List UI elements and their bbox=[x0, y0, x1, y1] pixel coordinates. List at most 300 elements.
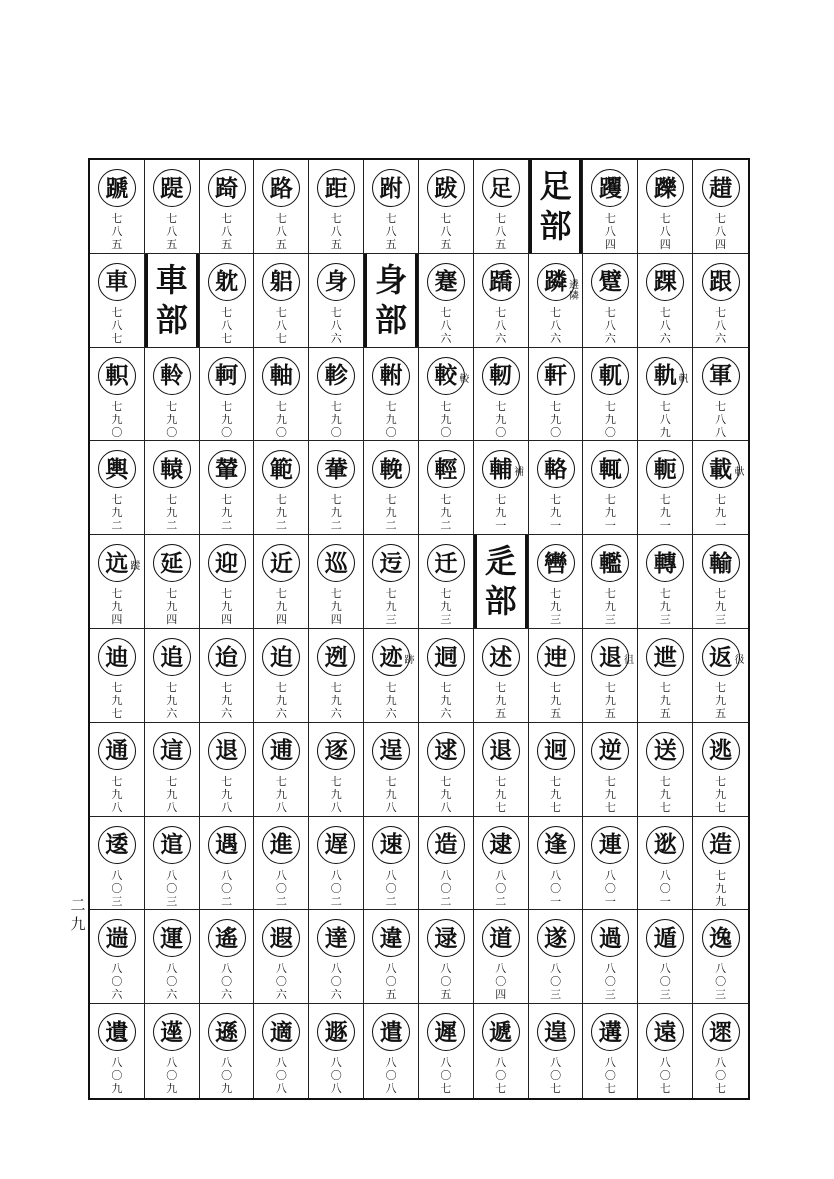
index-entry-cell bbox=[254, 441, 309, 535]
circled-character: 逢 bbox=[537, 826, 575, 864]
circled-character: 軍 bbox=[702, 357, 740, 395]
section-header: 車部 bbox=[155, 260, 188, 339]
circled-character: 範 bbox=[262, 450, 300, 488]
section-header: 身部 bbox=[375, 260, 408, 339]
circled-character: 迨 bbox=[208, 638, 246, 676]
circled-character: 迃 bbox=[372, 544, 410, 582]
page-reference: 八〇三 bbox=[111, 868, 123, 908]
page-reference: 七八六 bbox=[330, 305, 342, 345]
variant-note: 較 bbox=[459, 373, 470, 385]
page-reference: 七八四 bbox=[715, 212, 727, 251]
circled-character: 軒 bbox=[537, 357, 575, 395]
circled-character: 車 bbox=[98, 263, 136, 301]
index-entry-cell bbox=[309, 1004, 364, 1098]
index-entry-cell bbox=[474, 441, 529, 535]
circled-character: 遠 bbox=[646, 1013, 684, 1051]
circled-character: 迧 bbox=[537, 638, 575, 676]
index-entry-cell bbox=[693, 910, 748, 1004]
index-entry-cell bbox=[364, 629, 419, 723]
index-entry-cell bbox=[200, 535, 255, 629]
page-reference: 七九〇 bbox=[604, 399, 616, 439]
page-reference: 八〇二 bbox=[495, 868, 507, 908]
circled-character: 迪 bbox=[98, 638, 136, 676]
page-reference: 七九八 bbox=[111, 774, 123, 814]
circled-character: 遘 bbox=[591, 1013, 629, 1051]
index-entry-cell bbox=[583, 348, 638, 442]
page-reference: 七九八 bbox=[440, 774, 452, 814]
index-entry-cell bbox=[638, 348, 693, 442]
circled-character: 迹 bbox=[372, 638, 410, 676]
index-entry-cell bbox=[419, 160, 474, 254]
index-entry-cell bbox=[200, 1004, 255, 1098]
index-entry-cell bbox=[200, 910, 255, 1004]
page-reference: 七九四 bbox=[111, 587, 123, 627]
page-reference: 七九一 bbox=[715, 493, 727, 533]
circled-character: 輅 bbox=[537, 450, 575, 488]
index-entry-cell bbox=[90, 1004, 145, 1098]
circled-character: 逑 bbox=[427, 732, 465, 770]
circled-character: 近 bbox=[262, 544, 300, 582]
index-entry-cell bbox=[638, 254, 693, 348]
circled-character: 蹸 bbox=[537, 263, 575, 301]
circled-character: 足 bbox=[482, 169, 520, 207]
variant-note: 徂 bbox=[623, 655, 634, 666]
index-entry-cell bbox=[200, 629, 255, 723]
page-reference: 八〇六 bbox=[330, 962, 342, 1002]
index-entry-cell bbox=[309, 723, 364, 817]
page-reference: 八〇五 bbox=[440, 962, 452, 1002]
index-entry-cell bbox=[90, 441, 145, 535]
index-entry-cell bbox=[145, 723, 200, 817]
index-entry-cell bbox=[364, 441, 419, 535]
index-entry-cell bbox=[90, 160, 145, 254]
index-entry-cell bbox=[364, 817, 419, 911]
circled-character: 運 bbox=[153, 919, 191, 957]
page-reference: 七八四 bbox=[604, 212, 616, 251]
page-reference: 八〇三 bbox=[715, 962, 727, 1002]
index-entry-cell bbox=[529, 254, 584, 348]
circled-character: 踦 bbox=[208, 169, 246, 207]
circled-character: 達 bbox=[317, 919, 355, 957]
circled-character: 逯 bbox=[427, 919, 465, 957]
page-reference: 七九五 bbox=[495, 681, 507, 720]
circled-character: 遙 bbox=[208, 919, 246, 957]
circled-character: 適 bbox=[262, 1013, 300, 1051]
circled-character: 輸 bbox=[702, 544, 740, 582]
page-reference: 七九二 bbox=[385, 493, 397, 533]
index-entry-cell bbox=[419, 817, 474, 911]
page-reference: 七九二 bbox=[111, 493, 123, 533]
page-reference: 七九〇 bbox=[385, 399, 397, 439]
index-entry-cell bbox=[419, 629, 474, 723]
page-reference: 八〇六 bbox=[275, 962, 287, 1002]
index-entry-cell bbox=[145, 910, 200, 1004]
page-reference: 七八五 bbox=[275, 212, 287, 251]
circled-character: 遝 bbox=[702, 1013, 740, 1051]
circled-character: 遑 bbox=[537, 1013, 575, 1051]
index-entry-cell bbox=[309, 629, 364, 723]
section-header: 辵部 bbox=[484, 542, 517, 621]
page-reference: 七九四 bbox=[166, 587, 178, 627]
circled-character: 迥 bbox=[537, 732, 575, 770]
index-entry-cell bbox=[529, 629, 584, 723]
circled-character: 跋 bbox=[427, 169, 465, 207]
circled-character: 軔 bbox=[482, 357, 520, 395]
page-reference: 七八七 bbox=[275, 305, 287, 345]
page-reference: 七九一 bbox=[659, 493, 671, 533]
page-reference: 八〇三 bbox=[550, 962, 562, 1002]
circled-character: 載 bbox=[702, 450, 740, 488]
page-number: 二九 bbox=[70, 896, 86, 933]
page-reference: 七八六 bbox=[715, 305, 727, 345]
index-entry-cell bbox=[583, 254, 638, 348]
index-entry-cell bbox=[638, 629, 693, 723]
circled-character: 退 bbox=[208, 732, 246, 770]
page-reference: 八〇二 bbox=[385, 868, 397, 908]
circled-character: 逋 bbox=[262, 732, 300, 770]
index-entry-cell bbox=[254, 817, 309, 911]
circled-character: 送 bbox=[646, 732, 684, 770]
index-entry-cell bbox=[529, 1004, 584, 1098]
page-reference: 七九〇 bbox=[550, 399, 562, 439]
circled-character: 遣 bbox=[372, 1013, 410, 1051]
page-reference: 七九四 bbox=[275, 587, 287, 627]
circled-character: 蹻 bbox=[482, 263, 520, 301]
page-reference: 七八五 bbox=[166, 212, 178, 251]
index-entry-cell bbox=[254, 254, 309, 348]
index-entry-cell bbox=[364, 160, 419, 254]
circled-character: 這 bbox=[153, 732, 191, 770]
index-entry-cell bbox=[309, 817, 364, 911]
index-entry-cell bbox=[90, 817, 145, 911]
circled-character: 追 bbox=[153, 638, 191, 676]
index-entry-cell bbox=[474, 254, 529, 348]
section-header-cell bbox=[145, 254, 200, 348]
circled-character: 巡 bbox=[317, 544, 355, 582]
index-entry-cell bbox=[693, 160, 748, 254]
circled-character: 遄 bbox=[98, 919, 136, 957]
index-entry-cell bbox=[529, 348, 584, 442]
circled-character: 軛 bbox=[646, 450, 684, 488]
index-entry-cell bbox=[145, 817, 200, 911]
index-entry-cell bbox=[254, 160, 309, 254]
page-reference: 七九五 bbox=[715, 681, 727, 720]
index-entry-cell bbox=[529, 441, 584, 535]
circled-character: 迾 bbox=[317, 638, 355, 676]
index-entry-cell bbox=[638, 723, 693, 817]
index-entry-cell bbox=[583, 160, 638, 254]
page-reference: 七九三 bbox=[659, 587, 671, 627]
circled-character: 過 bbox=[591, 919, 629, 957]
index-entry-cell bbox=[474, 348, 529, 442]
page-reference: 八〇一 bbox=[659, 868, 671, 908]
circled-character: 退 bbox=[591, 638, 629, 676]
page-reference: 七九九 bbox=[715, 868, 727, 908]
circled-character: 逐 bbox=[317, 732, 355, 770]
circled-character: 軻 bbox=[208, 357, 246, 395]
index-entry-cell bbox=[200, 348, 255, 442]
index-entry-cell bbox=[309, 535, 364, 629]
page-reference: 七八五 bbox=[330, 212, 342, 251]
page-reference: 七九二 bbox=[275, 493, 287, 533]
index-entry-cell bbox=[364, 910, 419, 1004]
index-entry-cell bbox=[200, 441, 255, 535]
index-entry-cell bbox=[638, 535, 693, 629]
page-reference: 八〇二 bbox=[330, 868, 342, 908]
circled-character: 轡 bbox=[537, 544, 575, 582]
circled-character: 軨 bbox=[153, 357, 191, 395]
page-reference: 八〇八 bbox=[330, 1056, 342, 1096]
circled-character: 遐 bbox=[262, 919, 300, 957]
page-reference: 七九一 bbox=[550, 493, 562, 533]
page-reference: 七八七 bbox=[111, 305, 123, 345]
index-entry-cell bbox=[693, 629, 748, 723]
page-reference: 八〇九 bbox=[166, 1056, 178, 1096]
circled-character: 軸 bbox=[262, 357, 300, 395]
circled-character: 退 bbox=[482, 732, 520, 770]
index-entry-cell bbox=[254, 348, 309, 442]
circled-character: 蹏 bbox=[98, 169, 136, 207]
page-reference: 七八五 bbox=[221, 212, 233, 251]
page-reference: 七八五 bbox=[440, 212, 452, 251]
page-reference: 八〇二 bbox=[440, 868, 452, 908]
variant-note: 補 bbox=[514, 467, 525, 479]
circled-character: 輕 bbox=[427, 450, 465, 488]
page-reference: 八〇七 bbox=[604, 1056, 616, 1096]
page-reference: 七九三 bbox=[550, 587, 562, 627]
page-reference: 七九〇 bbox=[275, 399, 287, 439]
page-reference: 七九七 bbox=[604, 774, 616, 814]
page-reference: 七九一 bbox=[604, 493, 616, 533]
circled-character: 迫 bbox=[262, 638, 300, 676]
circled-character: 遯 bbox=[317, 1013, 355, 1051]
page-reference: 七九八 bbox=[275, 774, 287, 814]
page-reference: 七九六 bbox=[166, 681, 178, 720]
index-entry-cell bbox=[200, 817, 255, 911]
character-index-table bbox=[88, 158, 750, 1100]
page-reference: 八〇五 bbox=[385, 962, 397, 1002]
page-reference: 七九六 bbox=[221, 681, 233, 720]
page-reference: 八〇六 bbox=[111, 962, 123, 1002]
page-reference: 七八六 bbox=[604, 305, 616, 345]
circled-character: 道 bbox=[482, 919, 520, 957]
page-reference: 八〇九 bbox=[221, 1056, 233, 1096]
page-reference: 七九〇 bbox=[495, 399, 507, 439]
circled-character: 軏 bbox=[591, 357, 629, 395]
circled-character: 造 bbox=[702, 826, 740, 864]
circled-character: 輂 bbox=[317, 450, 355, 488]
variant-note: 軓 bbox=[678, 373, 689, 385]
section-header-cell bbox=[474, 535, 529, 629]
index-entry-cell bbox=[638, 441, 693, 535]
page-reference: 七八八 bbox=[715, 399, 727, 439]
circled-character: 迒 bbox=[98, 544, 136, 582]
index-entry-cell bbox=[474, 629, 529, 723]
circled-character: 速 bbox=[372, 826, 410, 864]
page-reference: 七八六 bbox=[659, 305, 671, 345]
index-entry-cell bbox=[145, 535, 200, 629]
index-entry-cell bbox=[309, 910, 364, 1004]
page-reference: 七九七 bbox=[495, 774, 507, 814]
circled-character: 逸 bbox=[702, 919, 740, 957]
page-reference: 八〇一 bbox=[604, 868, 616, 908]
index-entry-cell bbox=[583, 441, 638, 535]
page-reference: 七九七 bbox=[550, 774, 562, 814]
index-entry-cell bbox=[254, 910, 309, 1004]
circled-character: 迁 bbox=[427, 544, 465, 582]
index-entry-cell bbox=[145, 348, 200, 442]
circled-character: 軫 bbox=[317, 357, 355, 395]
circled-character: 遇 bbox=[208, 826, 246, 864]
page-reference: 七八四 bbox=[659, 212, 671, 251]
circled-character: 遞 bbox=[482, 1013, 520, 1051]
page-reference: 七九四 bbox=[221, 587, 233, 627]
index-entry-cell bbox=[693, 535, 748, 629]
index-entry-cell bbox=[309, 160, 364, 254]
page-reference: 七九六 bbox=[330, 681, 342, 720]
circled-character: 趞 bbox=[702, 169, 740, 207]
circled-character: 軵 bbox=[372, 357, 410, 395]
page-reference: 八〇三 bbox=[604, 962, 616, 1002]
circled-character: 進 bbox=[262, 826, 300, 864]
index-entry-cell bbox=[529, 535, 584, 629]
page-reference: 八〇四 bbox=[495, 962, 507, 1002]
index-entry-cell bbox=[254, 535, 309, 629]
page-reference: 八〇三 bbox=[659, 962, 671, 1002]
index-entry-cell bbox=[145, 160, 200, 254]
index-entry-cell bbox=[200, 254, 255, 348]
page-reference: 七九八 bbox=[330, 774, 342, 814]
index-entry-cell bbox=[419, 535, 474, 629]
page-reference: 七九七 bbox=[659, 774, 671, 814]
index-entry-cell bbox=[90, 723, 145, 817]
index-entry-cell bbox=[693, 254, 748, 348]
index-entry-cell bbox=[419, 254, 474, 348]
index-entry-cell bbox=[529, 817, 584, 911]
variant-note: 彶 bbox=[734, 655, 745, 666]
index-entry-cell bbox=[145, 629, 200, 723]
index-entry-cell bbox=[419, 441, 474, 535]
page-reference: 八〇三 bbox=[166, 868, 178, 908]
index-entry-cell bbox=[474, 1004, 529, 1098]
circled-character: 違 bbox=[372, 919, 410, 957]
circled-character: 躒 bbox=[646, 169, 684, 207]
section-header: 足部 bbox=[539, 167, 572, 245]
page-reference: 七九八 bbox=[166, 774, 178, 814]
index-entry-cell bbox=[90, 348, 145, 442]
page-reference: 七九五 bbox=[604, 681, 616, 720]
index-entry-cell bbox=[583, 723, 638, 817]
page-reference: 七九八 bbox=[221, 774, 233, 814]
page-reference: 七九六 bbox=[440, 681, 452, 720]
page-reference: 七九六 bbox=[275, 681, 287, 720]
index-entry-cell bbox=[693, 348, 748, 442]
variant-note: 遴隣 bbox=[568, 279, 579, 302]
circled-character: 逮 bbox=[482, 826, 520, 864]
index-entry-cell bbox=[583, 629, 638, 723]
circled-character: 迵 bbox=[427, 638, 465, 676]
index-entry-cell bbox=[474, 723, 529, 817]
index-entry-cell bbox=[364, 1004, 419, 1098]
circled-character: 述 bbox=[482, 638, 520, 676]
index-entry-cell bbox=[638, 910, 693, 1004]
circled-character: 遜 bbox=[208, 1013, 246, 1051]
page-reference: 七九〇 bbox=[166, 399, 178, 439]
page-reference: 七九二 bbox=[221, 493, 233, 533]
index-entry-cell bbox=[419, 348, 474, 442]
index-entry-cell bbox=[309, 441, 364, 535]
circled-character: 轞 bbox=[591, 544, 629, 582]
circled-character: 踝 bbox=[646, 263, 684, 301]
index-entry-cell bbox=[364, 348, 419, 442]
circled-character: 躭 bbox=[208, 263, 246, 301]
circled-character: 遂 bbox=[537, 919, 575, 957]
index-entry-cell bbox=[693, 1004, 748, 1098]
circled-character: 路 bbox=[262, 169, 300, 207]
page-reference: 七九三 bbox=[604, 587, 616, 627]
circled-character: 逃 bbox=[702, 732, 740, 770]
page-reference: 七九〇 bbox=[111, 399, 123, 439]
index-entry-cell bbox=[583, 535, 638, 629]
index-entry-cell bbox=[364, 535, 419, 629]
circled-character: 延 bbox=[153, 544, 191, 582]
index-entry-cell bbox=[145, 1004, 200, 1098]
circled-character: 軌 bbox=[646, 357, 684, 395]
page-reference: 七九八 bbox=[385, 774, 397, 814]
index-entry-cell bbox=[90, 629, 145, 723]
circled-character: 輿 bbox=[98, 450, 136, 488]
page-reference: 八〇九 bbox=[111, 1056, 123, 1096]
circled-character: 逆 bbox=[591, 732, 629, 770]
circled-character: 迣 bbox=[646, 638, 684, 676]
index-entry-cell bbox=[693, 441, 748, 535]
index-entry-cell bbox=[309, 348, 364, 442]
circled-character: 轅 bbox=[153, 450, 191, 488]
page-reference: 七八五 bbox=[495, 212, 507, 251]
page-reference: 七八六 bbox=[440, 305, 452, 345]
index-entry-cell bbox=[693, 817, 748, 911]
index-entry-cell bbox=[254, 629, 309, 723]
index-entry-cell bbox=[419, 910, 474, 1004]
circled-character: 軹 bbox=[98, 357, 136, 395]
index-entry-cell bbox=[200, 160, 255, 254]
circled-character: 躳 bbox=[262, 263, 300, 301]
index-entry-cell bbox=[638, 817, 693, 911]
page-reference: 七九五 bbox=[659, 681, 671, 720]
index-entry-cell bbox=[583, 910, 638, 1004]
section-header-cell bbox=[364, 254, 419, 348]
section-header-cell bbox=[529, 160, 584, 254]
circled-character: 較 bbox=[427, 357, 465, 395]
page-reference: 八〇七 bbox=[495, 1056, 507, 1096]
index-entry-cell bbox=[474, 910, 529, 1004]
index-entry-cell bbox=[474, 817, 529, 911]
circled-character: 逶 bbox=[98, 826, 136, 864]
page-reference: 七八六 bbox=[550, 305, 562, 345]
index-entry-cell bbox=[90, 254, 145, 348]
circled-character: 跗 bbox=[372, 169, 410, 207]
page-reference: 七九六 bbox=[385, 681, 397, 720]
circled-character: 迎 bbox=[208, 544, 246, 582]
circled-character: 躄 bbox=[591, 263, 629, 301]
circled-character: 跟 bbox=[702, 263, 740, 301]
page-reference: 八〇二 bbox=[275, 868, 287, 908]
page-reference: 八〇八 bbox=[275, 1056, 287, 1096]
page-reference: 七九〇 bbox=[221, 399, 233, 439]
page-reference: 七八五 bbox=[111, 212, 123, 251]
circled-character: 輓 bbox=[372, 450, 410, 488]
page-reference: 八〇七 bbox=[659, 1056, 671, 1096]
